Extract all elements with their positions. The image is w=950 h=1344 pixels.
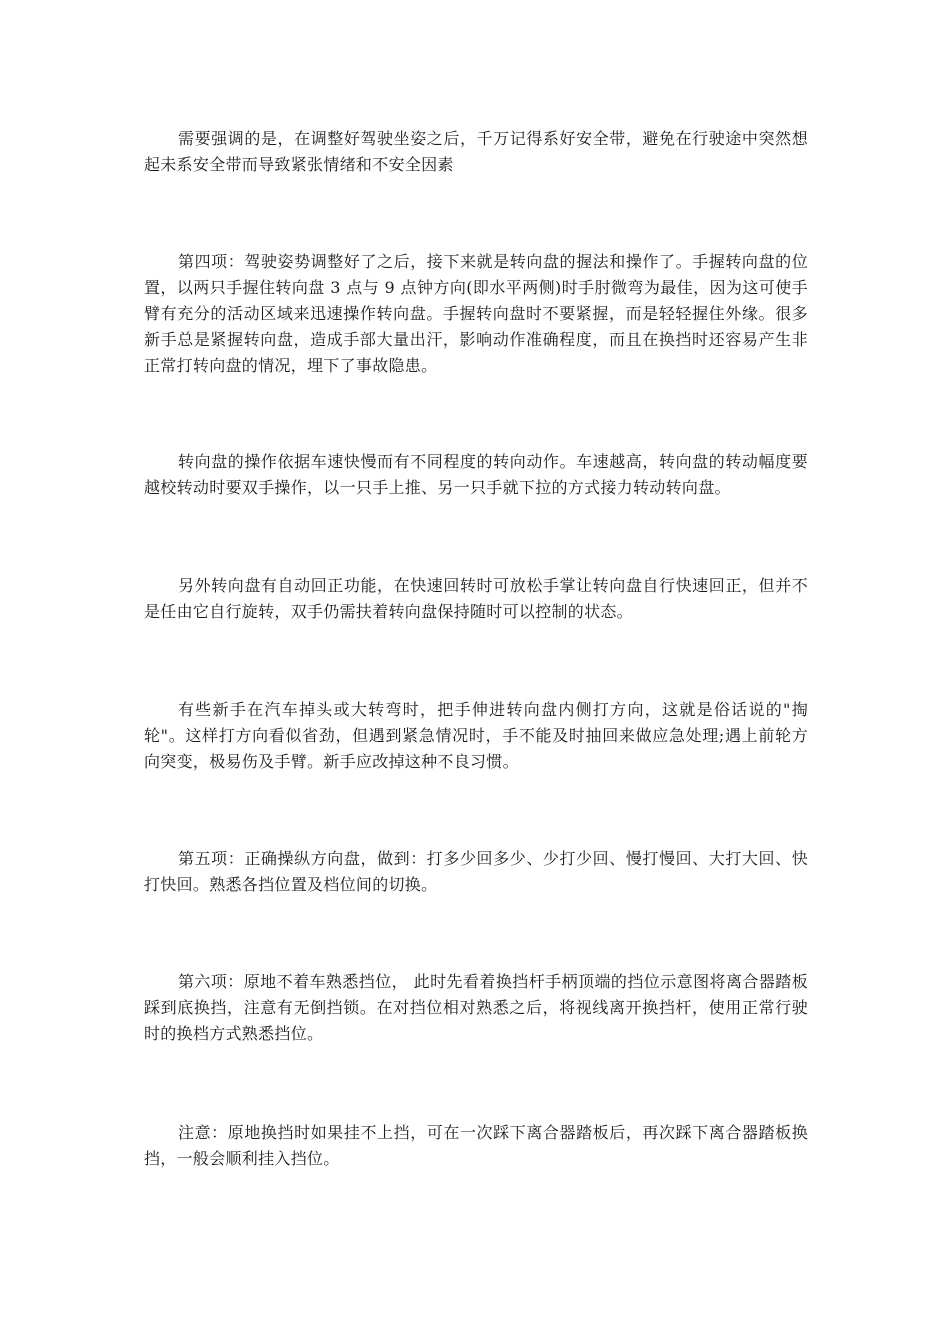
paragraph-item-five-steering-control: 第五项：正确操纵方向盘，做到：打多少回多少、少打少回、慢打慢回、大打大回、快打快回。熟悉各挡位置及档位间的切换。 [144,849,808,894]
paragraph-note-gear-shift: 注意：原地换挡时如果挂不上挡，可在一次踩下离合器踏板后，再次踩下离合器踏板换挡，一般会顺利挂入挡位。 [144,1123,808,1168]
paragraph-item-six-gear-familiarization: 第六项：原地不着车熟悉挡位， 此时先看着换挡杆手柄顶端的挡位示意图将离合器踏板踩到底换挡，注意有无倒挡锁。在对挡位相对熟悉之后，将视线离开换挡杆，使用正常行驶时的换档方式熟悉挡位。 [144,972,808,1043]
paragraph-tao-lun-warning: 有些新手在汽车掉头或大转弯时，把手伸进转向盘内侧打方向，这就是俗话说的"掏轮"。这样打方向看似省劲，但遇到紧急情况时，手不能及时抽回来做应急处理;遇上前轮方向突变，极易伤及手臂。新手应改掉这种不良习惯。 [144,700,808,771]
paragraph-auto-return: 另外转向盘有自动回正功能，在快速回转时可放松手掌让转向盘自行快速回正，但并不是任由它自行旋转，双手仍需扶着转向盘保持随时可以控制的状态。 [144,576,808,621]
paragraph-item-four-steering-grip: 第四项：驾驶姿势调整好了之后，接下来就是转向盘的握法和操作了。手握转向盘的位置，以两只手握住转向盘 3 点与 9 点钟方向(即水平两侧)时手肘微弯为最佳，因为这可使手臂有充分的活动区域来迅速操作转向盘。手握转向盘时不要紧握，而是轻轻握住外缘。很多新手总是紧握转向盘，造成手部大量出汗，影响动作准确程度，而且在换挡时还容易产生非正常打转向盘的情况，埋下了事故隐患。 [144,252,808,375]
paragraph-steering-operation: 转向盘的操作依据车速快慢而有不同程度的转向动作。车速越高，转向盘的转动幅度要越校转动时要双手操作，以一只手上推、另一只手就下拉的方式接力转动转向盘。 [144,452,808,497]
paragraph-seatbelt-reminder: 需要强调的是，在调整好驾驶坐姿之后，千万记得系好安全带，避免在行驶途中突然想起未系安全带而导致紧张情绪和不安全因素 [144,129,808,174]
